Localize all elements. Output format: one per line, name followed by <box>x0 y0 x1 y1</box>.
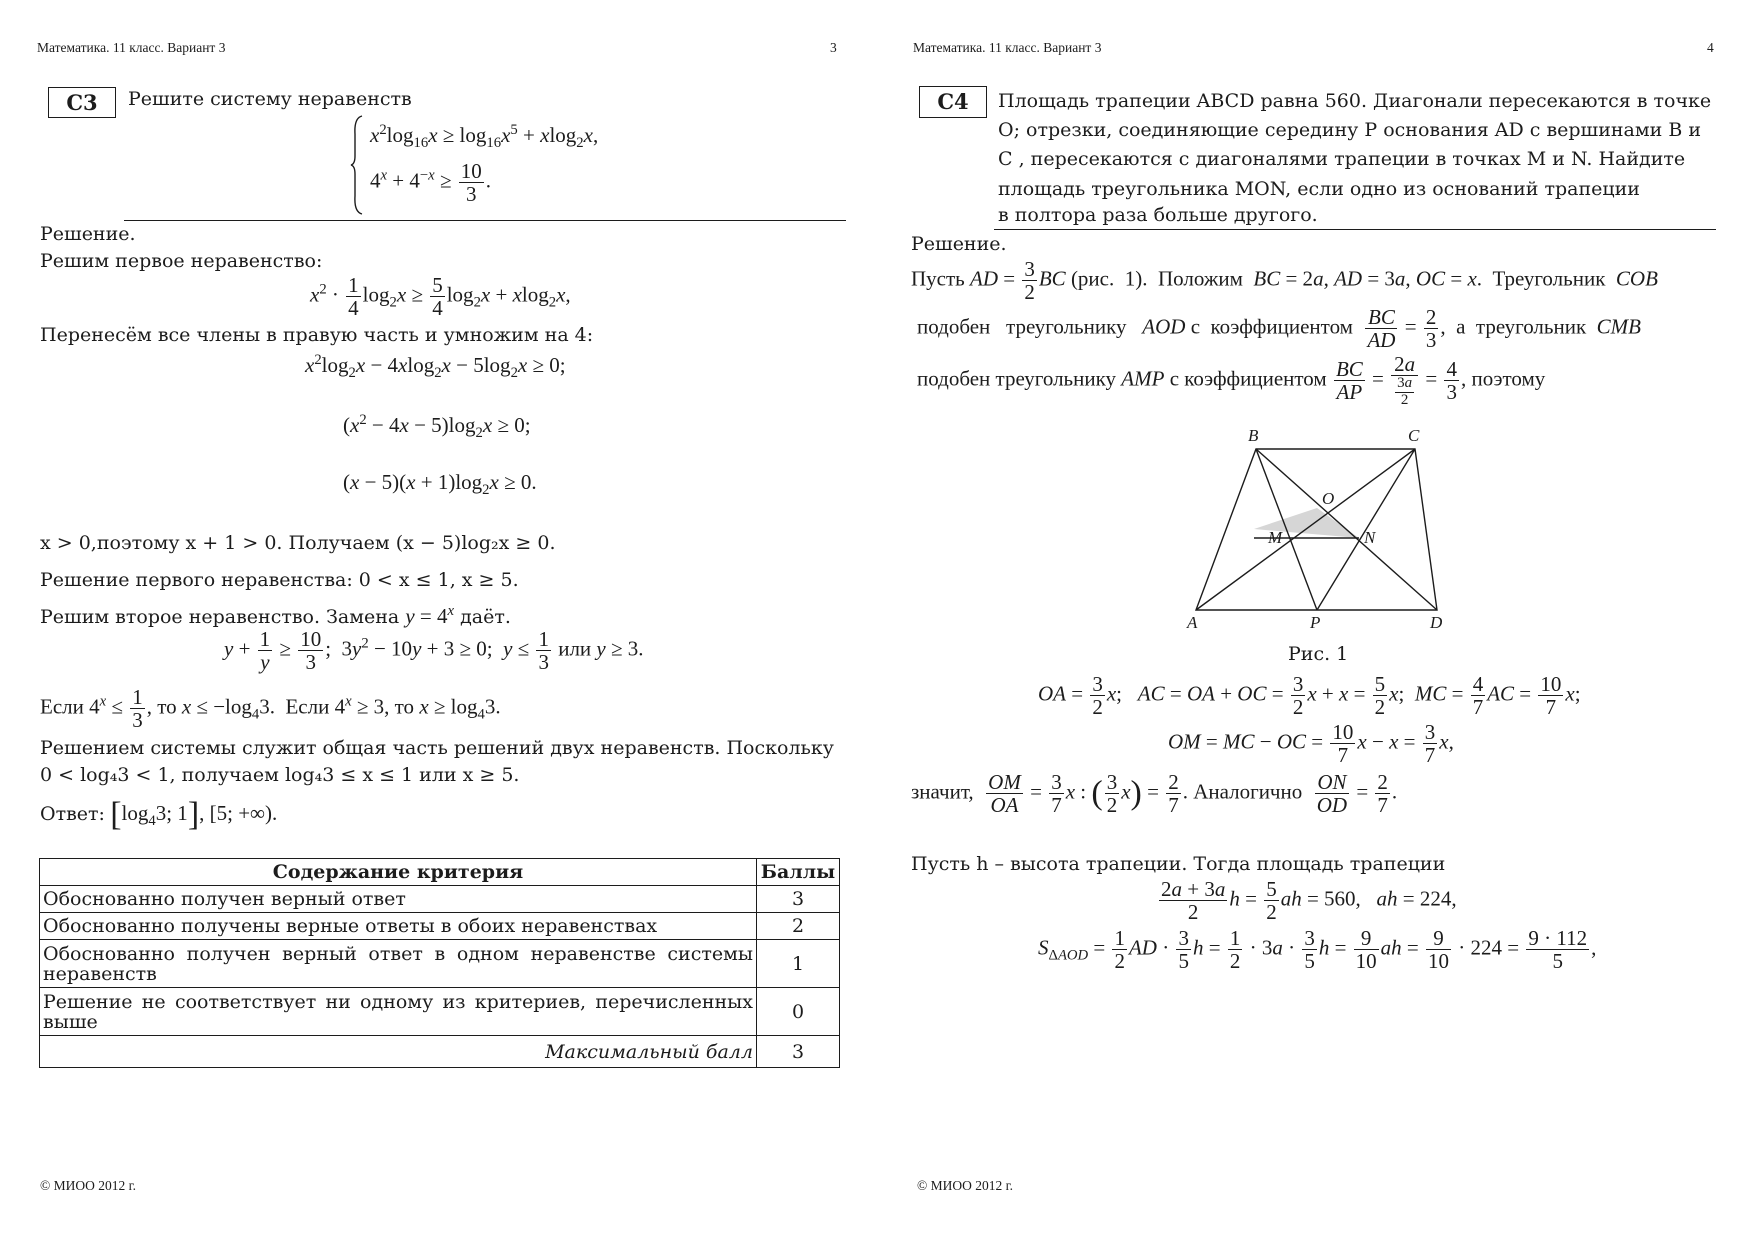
task-rule <box>124 220 846 221</box>
first-solution: Решение первого неравенства: 0 < x ≤ 1, x ≥ 5. <box>40 569 519 591</box>
eq-c4-1: OA = $\frac{3}{2}$ x; AC = OA + OC = $\frac{3}{2}$ x + x = $\frac{5}{2}$ x; MC = $\frac{4}{7}$ AC = $\frac{10}{7}$ x; <box>1038 672 1581 720</box>
task-c4-rule <box>994 229 1716 230</box>
solution-c4-line-3: подобен треугольнику AMP с коэффициентом $\frac{BC}{AP}$ = $\frac{2a}{\frac{3a}{2}}$ = $\frac{4}{3}$ , поэтому <box>917 352 1546 408</box>
diagonal-ac <box>1196 449 1415 610</box>
system-brace <box>350 114 364 222</box>
criteria-points: 1 <box>757 940 840 988</box>
task-c4-line-3: C , пересекаются с диагоналями трапеции в точках M и N. Найдите <box>998 148 1686 170</box>
brace-icon <box>350 114 364 216</box>
system-text-1: Решением системы служит общая часть решений двух неравенств. Поскольку <box>40 737 834 759</box>
right-page-footer: © МИОО 2012 г. <box>917 1178 1014 1193</box>
task-c4-label: С4 <box>919 86 987 118</box>
eq-c4-2: OM = MC − OC = $\frac{10}{7}$ x − x = $\frac{3}{7}$ x, <box>1168 720 1454 768</box>
eq-c4-s-aod: $S_{\Delta AOD}$ = $\frac{1}{2}$ AD · $\frac{3}{5}$ h = $\frac{1}{2}$ · 3a · $\frac{3}{5}$ h = $\frac{9}{10}$ ah = $\frac{9}{10}$ · 224 = $\frac{9 \cdot 112}{5}$ , <box>1038 926 1597 974</box>
table-row <box>40 988 840 1036</box>
table-row <box>40 886 840 913</box>
criteria-header-points: Баллы <box>757 859 840 886</box>
criteria-points: 0 <box>757 988 840 1036</box>
right-page-header: Математика. 11 класс. Вариант 3 <box>913 40 1102 55</box>
task-c3-text: Решите систему неравенств <box>128 88 412 110</box>
point-label-d: D <box>1430 613 1443 632</box>
step-second-tail: даёт. <box>460 606 511 628</box>
eq-step-1: $x^2$ · $\frac{1}{4}$ $\log_2x$ ≥ $\frac{5}{4}$ $\log_2x + xlog_2x$, <box>310 273 571 321</box>
point-label-p: P <box>1310 613 1321 632</box>
eq-c4-area: $\frac{2a + 3a}{2}$ h = $\frac{5}{2}$ ah = 560, ah = 224, <box>1161 877 1457 925</box>
left-page-header: Математика. 11 класс. Вариант 3 <box>37 40 226 55</box>
criteria-text: Обоснованно получены верные ответы в обоих неравенствах <box>40 913 757 940</box>
solution-label: Решение. <box>40 223 136 245</box>
system-eq-1: $x^2\log_{16}x \ge \log_{16}x^5 + xlog_2x$, <box>370 122 599 152</box>
criteria-text: Обоснованно получен верный ответ <box>40 886 757 913</box>
figure-caption: Рис. 1 <box>1288 643 1349 665</box>
eq-c4-3: значит, $\frac{OM}{OA}$ = $\frac{3}{7}$ x : ( $\frac{3}{2}$ x) = $\frac{2}{7}$ . Аналогично $\frac{ON}{OD}$ = $\frac{2}{7}$ . <box>911 770 1398 818</box>
task-c4-line-5: в полтора раза больше другого. <box>998 204 1318 226</box>
task-c4-line-1: Площадь трапеции ABCD равна 560. Диагонали пересекаются в точке <box>998 90 1712 112</box>
left-page-footer: © МИОО 2012 г. <box>40 1178 137 1193</box>
eq-step-3: $(x^2 - 4x - 5)\log_2x \ge 0$; <box>343 412 531 442</box>
criteria-max-label: Максимальный балл <box>40 1036 757 1068</box>
task-c3-label: С3 <box>48 87 116 118</box>
point-label-a: A <box>1187 613 1198 632</box>
criteria-table <box>39 858 840 1068</box>
answer-label: Ответ: <box>40 802 105 825</box>
right-page-number: 4 <box>1707 40 1714 55</box>
x-positive-note: x > 0,поэтому x + 1 > 0. Получаем (x − 5)log₂x ≥ 0. <box>40 532 556 554</box>
step-1-text: Решим первое неравенство: <box>40 250 323 272</box>
system-text-2: 0 < log₄3 < 1, получаем log₄3 ≤ x ≤ 1 или x ≥ 5. <box>40 764 520 786</box>
criteria-text: Обоснованно получен верный ответ в одном неравенстве системы неравенств <box>40 940 757 988</box>
step-second-lead: Решим второе неравенство. Замена <box>40 606 400 628</box>
criteria-header-content: Содержание критерия <box>40 859 757 886</box>
eq-back-substitution: Если $4^x$ ≤ $\frac{1}{3}$ , то $x \le -\log_43$. Если $4^x \ge 3$, то $x \ge \log_43$. <box>40 685 501 733</box>
point-label-c: C <box>1408 426 1420 445</box>
answer-line: Ответ: [$\log_43$; 1], [5; +∞). <box>40 796 278 833</box>
point-label-n: N <box>1364 528 1376 547</box>
eq-step-4: $(x - 5)(x + 1)\log_2x \ge 0$. <box>343 470 537 499</box>
solution-label-c4: Решение. <box>911 233 1007 255</box>
point-label-b: B <box>1248 426 1259 445</box>
left-page-number: 3 <box>830 40 837 55</box>
criteria-text: Решение не соответствует ни одному из критериев, перечисленных выше <box>40 988 757 1036</box>
step-2-text: Перенесём все члены в правую часть и умножим на 4: <box>40 324 594 346</box>
height-text: Пусть h – высота трапеции. Тогда площадь трапеции <box>911 853 1446 875</box>
table-row <box>40 940 840 988</box>
point-label-m: M <box>1268 528 1283 547</box>
criteria-max-row <box>40 1036 840 1068</box>
step-second-text: Решим второе неравенство. Замена $y = 4^x$ даёт. <box>40 603 511 628</box>
system-eq-2: $4^x + 4^{-x}$ ≥ $\frac{10}{3}$ . <box>370 159 491 207</box>
solution-c4-line-1: Пусть AD = $\frac{3}{2}$ BC (рис. 1). Положим BC = 2a, AD = 3a, OC = x. Треугольник COB <box>911 257 1658 305</box>
criteria-max-points: 3 <box>757 1036 840 1068</box>
point-label-o: O <box>1322 489 1335 508</box>
criteria-points: 2 <box>757 913 840 940</box>
table-row <box>40 913 840 940</box>
criteria-points: 3 <box>757 886 840 913</box>
task-c4-line-4: площадь треугольника MON, если одно из оснований трапеции <box>998 178 1640 200</box>
eq-step-2: $x^2\log_2x - 4xlog_2x - 5\log_2x \ge 0$; <box>305 352 566 382</box>
eq-substitution: y + $\frac{1}{y}$ ≥ $\frac{10}{3}$ ; $3y^2 - 10y + 3 \ge 0$; y ≤ $\frac{1}{3}$ или y ≥ 3. <box>224 627 644 675</box>
trapezoid-figure <box>1180 420 1450 640</box>
criteria-header-row <box>40 859 840 886</box>
solution-c4-line-2: подобен треугольнику AOD с коэффициентом $\frac{BC}{AD}$ = $\frac{2}{3}$ , а треугольник CMB <box>917 305 1641 353</box>
task-c4-line-2: O; отрезки, соединяющие середину P основания AD с вершинами B и <box>998 119 1702 141</box>
